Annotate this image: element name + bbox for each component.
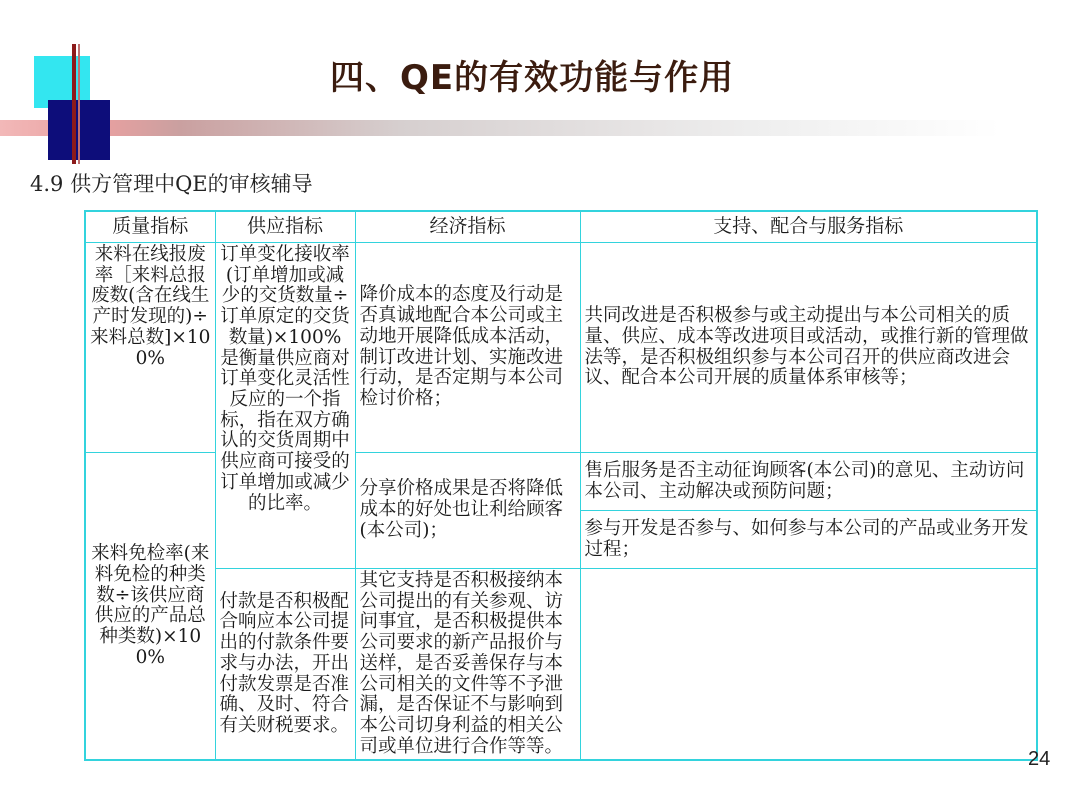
- header-quality: 质量指标: [85, 211, 215, 243]
- header-supply: 供应指标: [215, 211, 355, 243]
- support-development-cell: 参与开发是否参与、如何参与本公司的产品或业务开发过程；: [580, 511, 1037, 569]
- table-header-row: [85, 211, 1037, 243]
- quality-inspection-free-cell: 来料免检率(来料免检的种类数÷该供应商供应的产品总种类数)×100%: [85, 453, 215, 761]
- page-number: 24: [1028, 748, 1051, 770]
- slide-title: 四、QE的有效功能与作用: [330, 58, 735, 98]
- economic-cost-reduction-cell: 降价成本的态度及行动是否真诚地配合本公司或主动地开展降低成本活动，制订改进计划、实施改进行动，是否定期与本公司检讨价格；: [355, 243, 580, 453]
- support-other-cell: 其它支持是否积极接纳本公司提出的有关参观、访问事宜，是否积极提供本公司要求的新产品报价与送样，是否妥善保存与本公司相关的文件等不予泄漏，是否保证不与影响到本公司切身利益的相关公司或单位进行合作等等。: [355, 569, 580, 761]
- economic-payment-cell: 付款是否积极配合响应本公司提出的付款条件要求与办法，开出付款发票是否准确、及时、符合有关财税要求。: [215, 569, 355, 761]
- supplier-criteria-table: [84, 210, 1038, 761]
- supply-order-change-cell: 订单变化接收率(订单增加或减少的交货数量÷订单原定的交货数量)×100%是衡量供应商对订单变化灵活性反应的一个指标，指在双方确认的交货周期中供应商可接受的订单增加或减少的比率。: [215, 243, 355, 569]
- header-economic: 经济指标: [355, 211, 580, 243]
- decorative-horizontal-bar: [0, 120, 1000, 136]
- decorative-vertical-line-shadow: [78, 44, 80, 164]
- economic-price-sharing-cell: 分享价格成果是否将降低成本的好处也让利给顾客(本公司)；: [355, 453, 580, 569]
- decorative-vertical-line: [72, 44, 76, 164]
- section-subtitle: 4.9 供方管理中QE的审核辅导: [30, 172, 313, 196]
- table-row: [85, 569, 1037, 761]
- table-row: [85, 243, 1037, 453]
- support-joint-improvement-cell: 共同改进是否积极参与或主动提出与本公司相关的质量、供应、成本等改进项目或活动，或推行新的管理做法等，是否积极组织参与本公司召开的供应商改进会议、配合本公司开展的质量体系审核等；: [580, 243, 1037, 453]
- support-after-sales-cell: 售后服务是否主动征询顾客(本公司)的意见、主动访问本公司、主动解决或预防问题；: [580, 453, 1037, 511]
- header-support: 支持、配合与服务指标: [580, 211, 1037, 243]
- quality-scrap-rate-cell: 来料在线报废率［来料总报废数(含在线生产时发现的)÷来料总数]×100%: [85, 243, 215, 453]
